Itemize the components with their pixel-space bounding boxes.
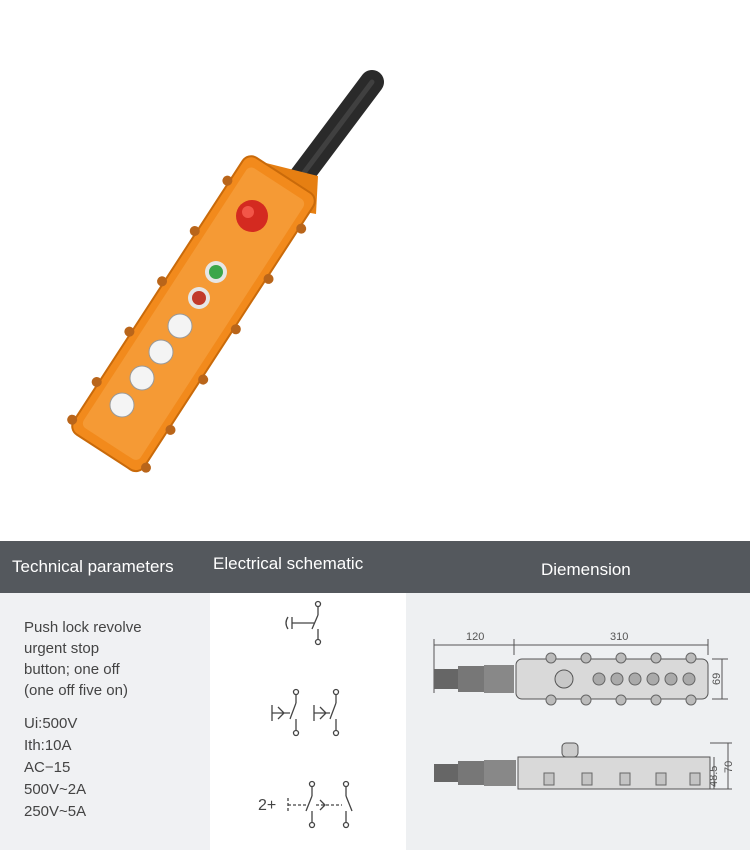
technical-parameters-heading: Technical parameters (12, 557, 174, 576)
button-description: Push lock revolve urgent stop button; one off (one off five on) (24, 619, 142, 699)
spec-rating-250v: 250V~5A (24, 803, 87, 820)
table-header (0, 541, 750, 593)
dim-height-inner: 48.5 (708, 765, 720, 787)
schematic-label: 2+ (258, 797, 277, 814)
spec-list (24, 713, 86, 823)
dimension-drawing (406, 593, 750, 850)
technical-parameters-panel (0, 593, 210, 850)
dim-body-length: 310 (610, 631, 629, 643)
electrical-schematic-panel (212, 593, 404, 850)
interlock-contacts-symbol (288, 782, 352, 828)
dimension-panel (406, 593, 750, 850)
dimension-heading: Diemension (541, 560, 631, 579)
electrical-schematic-heading: Electrical schematic (213, 554, 364, 573)
spec-category: AC−15 (24, 759, 71, 776)
pushbutton-contacts-symbol (272, 690, 339, 736)
dim-width: 69 (711, 672, 723, 685)
dim-height-outer: 70 (723, 760, 735, 773)
spec-current: Ith:10A (24, 737, 72, 754)
estop-contact-symbol (286, 602, 321, 645)
dim-cable-length: 120 (466, 631, 485, 643)
schematic-diagram (212, 593, 404, 850)
spec-voltage: Ui:500V (24, 715, 78, 732)
spec-rating-500v: 500V~2A (24, 781, 87, 798)
